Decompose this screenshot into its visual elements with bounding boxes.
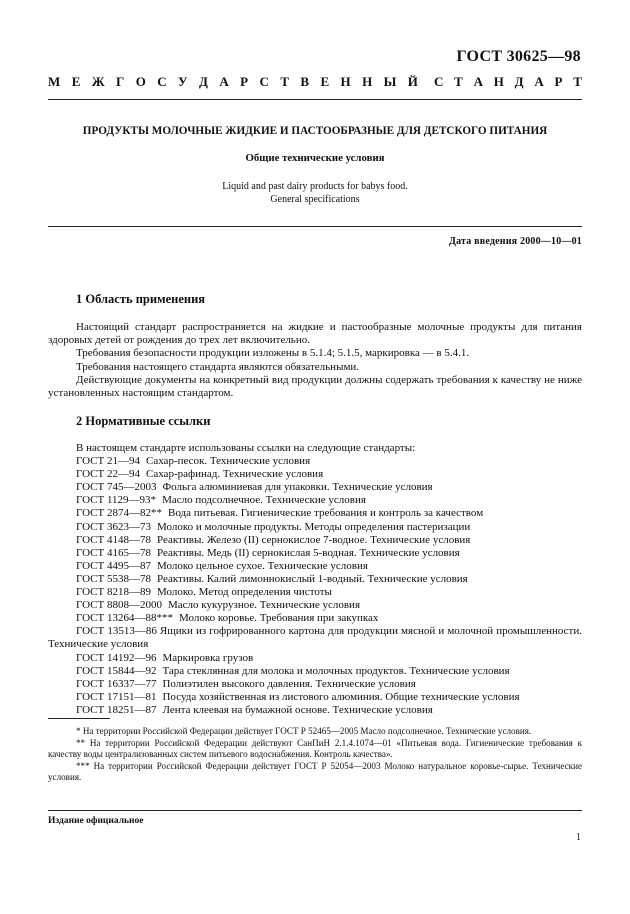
reference-code: ГОСТ 1129—93*	[76, 494, 157, 507]
banner-letter: Ж	[91, 74, 105, 89]
reference-item: ГОСТ 13513—86 Ящики из гофрированного картона для продукции мясной и молочной промышленности. Технические условия	[48, 625, 582, 651]
reference-title: Вода питьевая. Гигиенические требования и контроль за качеством	[167, 507, 484, 520]
paragraph: Действующие документы на конкретный вид продукции должны содержать требования к качеству не ниже установленных настоящим стандартом.	[48, 373, 582, 400]
footnote: *** На территории Российской Федерации действует ГОСТ Р 52054—2003 Молоко натуральное коровье-сырье. Технические условия.	[48, 760, 582, 783]
reference-item	[76, 494, 582, 507]
reference-item	[76, 678, 582, 691]
reference-title: Реактивы. Медь (II) сернокислая 5-водная. Технические условия	[156, 546, 460, 559]
reference-title: Посуда хозяйственная из листового алюминия. Общие технические условия	[162, 690, 520, 703]
reference-code: ГОСТ 13264—88***	[76, 612, 173, 625]
reference-item	[76, 691, 582, 704]
reference-title: Молоко цельное сухое. Технические условия	[156, 559, 368, 572]
reference-title: Реактивы. Железо (II) сернокислое 7-водное. Технические условия	[156, 533, 471, 546]
reference-title: Сахар-рафинад. Технические условия	[145, 468, 324, 481]
banner-word-interstate	[48, 74, 418, 90]
page-number: 1	[576, 832, 581, 843]
reference-code: ГОСТ 745—2003	[76, 481, 157, 494]
date-divider	[48, 226, 582, 227]
reference-code: ГОСТ 18251—87	[76, 703, 157, 716]
reference-code: ГОСТ 16337—77	[76, 677, 157, 690]
reference-title: Масло кукурузное. Технические условия	[167, 599, 361, 612]
edition-label: Издание официальное	[48, 816, 144, 826]
reference-code: ГОСТ 15844—92	[76, 664, 157, 677]
document-title: ПРОДУКТЫ МОЛОЧНЫЕ ЖИДКИЕ И ПАСТООБРАЗНЫЕ ДЛЯ ДЕТСКОГО ПИТАНИЯ	[82, 125, 548, 137]
banner-letter: С	[434, 74, 444, 89]
banner-letter: О	[135, 74, 146, 89]
reference-item	[76, 560, 582, 573]
standard-banner	[48, 72, 582, 92]
reference-code: ГОСТ 3623—73	[76, 520, 151, 533]
banner-letter: Т	[573, 74, 582, 89]
english-title-line: Liquid and past dairy products for babys food.	[222, 181, 408, 192]
references-group	[48, 652, 582, 717]
reference-code: ГОСТ 4148—78	[76, 533, 151, 546]
footnote-divider	[48, 718, 110, 719]
reference-item	[76, 521, 582, 534]
banner-letter: Й	[407, 74, 418, 89]
reference-item	[76, 612, 582, 625]
reference-code: ГОСТ 14192—96	[76, 651, 157, 664]
banner-letter: А	[473, 74, 483, 89]
reference-item	[76, 534, 582, 547]
reference-item	[76, 547, 582, 560]
section-1-heading: 1 Область применения	[76, 292, 206, 306]
reference-title: Сахар-песок. Технические условия	[145, 455, 311, 468]
paragraph: Требования настоящего стандарта являются обязательными.	[76, 360, 360, 373]
banner-divider	[48, 99, 582, 100]
banner-letter: С	[157, 74, 167, 89]
section-1-body	[48, 321, 582, 400]
banner-letter: А	[534, 74, 544, 89]
gost-number: ГОСТ 30625—98	[456, 48, 581, 65]
english-title-line: General specifications	[270, 194, 360, 205]
reference-code: ГОСТ 22—94	[76, 468, 140, 481]
banner-letter: А	[219, 74, 229, 89]
banner-letter: У	[178, 74, 188, 89]
reference-item	[76, 481, 582, 494]
reference-code: ГОСТ 8808—2000	[76, 599, 162, 612]
reference-title: Лента клеевая на бумажной основе. Технические условия	[162, 703, 433, 716]
reference-item	[76, 573, 582, 586]
reference-title: Фольга алюминиевая для упаковки. Технические условия	[162, 481, 433, 494]
banner-letter: Н	[493, 74, 504, 89]
reference-code: ГОСТ 4165—78	[76, 546, 151, 559]
reference-code: ГОСТ 5538—78	[76, 572, 151, 585]
banner-letter: Т	[280, 74, 289, 89]
footnote: * На территории Российской Федерации действует ГОСТ Р 52465—2005 Масло подсолнечное. Технические условия.	[76, 726, 532, 736]
banner-letter: Р	[554, 74, 563, 89]
banner-letter: С	[259, 74, 269, 89]
reference-item	[76, 586, 582, 599]
paragraph: Требования безопасности продукции изложены в 5.1.4; 5.1.5, маркировка — в 5.4.1.	[76, 347, 470, 360]
english-title	[48, 180, 582, 206]
banner-letter: Е	[320, 74, 330, 89]
reference-title: Реактивы. Калий лимоннокислый 1-водный. Технические условия	[156, 572, 468, 585]
banner-letter: Н	[362, 74, 373, 89]
reference-title: Молоко. Метод определения чистоты	[156, 586, 332, 599]
banner-letter: Д	[199, 74, 208, 89]
reference-code: ГОСТ 8218—89	[76, 586, 151, 599]
footnotes	[48, 726, 582, 784]
reference-item	[76, 704, 582, 717]
intro-date: Дата введения 2000—10—01	[449, 236, 582, 247]
edition-divider	[48, 810, 582, 811]
reference-item	[76, 468, 582, 481]
reference-code: ГОСТ 2874—82**	[76, 507, 162, 520]
references-intro: В настоящем стандарте использованы ссылки на следующие стандарты:	[76, 442, 416, 454]
reference-item	[76, 507, 582, 520]
reference-title: Тара стеклянная для молока и молочных продуктов. Технические условия	[162, 664, 510, 677]
footnote: ** На территории Российской Федерации действуют СанПиН 2.1.4.1074—01 «Питьевая вода. Гигиенические требования к качеству воды централизованных систем питьевого водоснабжения. Контроль качества».	[48, 737, 582, 760]
banner-letter: Д	[514, 74, 524, 89]
paragraph: Настоящий стандарт распространяется на жидкие и пастообразные молочные продукты для питания здоровых детей от рождения до трех лет включительно.	[48, 321, 582, 347]
banner-letter: Г	[116, 74, 125, 89]
reference-code: ГОСТ 4495—87	[76, 559, 151, 572]
reference-item	[76, 665, 582, 678]
references-list	[48, 442, 582, 717]
reference-code: ГОСТ 21—94	[76, 455, 140, 468]
document-subtitle: Общие технические условия	[245, 152, 385, 164]
reference-title: Полиэтилен высокого давления. Технические условия	[162, 677, 416, 690]
banner-letter: Ы	[383, 74, 397, 89]
reference-item	[76, 652, 582, 665]
banner-letter: Т	[454, 74, 463, 89]
banner-letter: Р	[240, 74, 249, 89]
references-group	[48, 455, 582, 625]
reference-title: Молоко и молочные продукты. Методы определения пастеризации	[156, 520, 471, 533]
reference-title: Масло подсолнечное. Технические условия	[162, 494, 366, 507]
reference-code: ГОСТ 17151—81	[76, 690, 157, 703]
banner-word-standard	[434, 74, 582, 90]
banner-letter: М	[48, 74, 61, 89]
reference-item	[76, 599, 582, 612]
section-2-heading: 2 Нормативные ссылки	[76, 414, 211, 428]
reference-item	[76, 455, 582, 468]
reference-title: Маркировка грузов	[162, 651, 254, 664]
banner-letter: Е	[71, 74, 81, 89]
banner-letter: Н	[340, 74, 351, 89]
reference-title: Молоко коровье. Требования при закупках	[178, 612, 379, 625]
banner-letter: В	[300, 74, 310, 89]
